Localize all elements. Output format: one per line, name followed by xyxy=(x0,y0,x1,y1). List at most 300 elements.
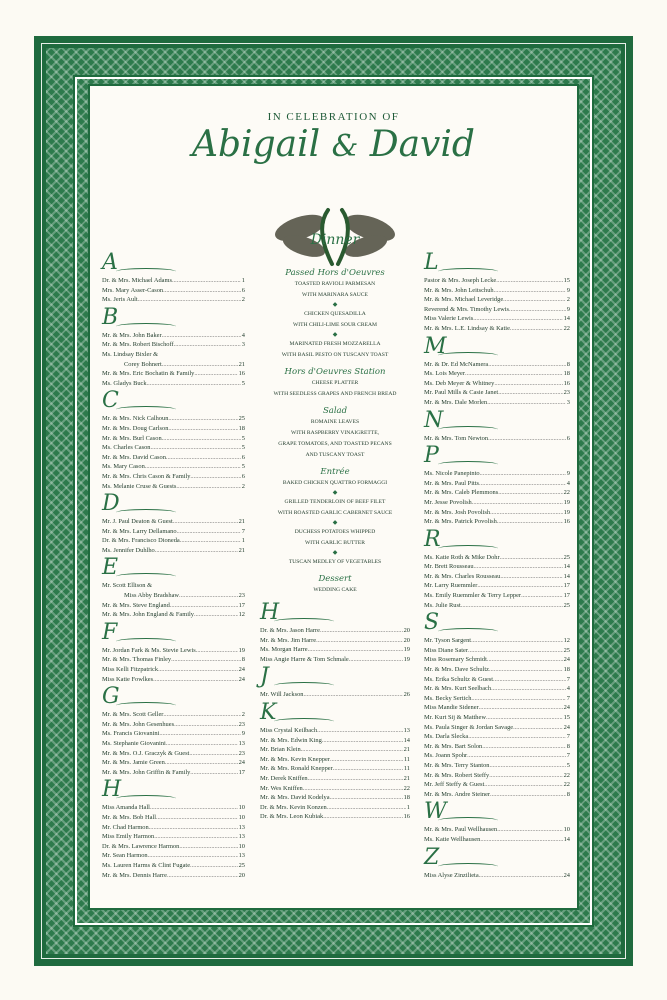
guest-name: Mr. & Mrs. Scott Geller xyxy=(102,711,164,719)
dot-leader xyxy=(168,424,237,434)
dot-leader xyxy=(521,591,563,601)
guest-name: Mr. & Mrs. John Leitschuh xyxy=(424,286,494,294)
guest-name: Mr. Brett Rousseau xyxy=(424,563,474,571)
initial-letter-glyph: B xyxy=(102,304,119,330)
diamond-divider-icon: ◆ xyxy=(332,520,338,526)
guest-entry xyxy=(424,508,570,518)
guest-name: Mr. Wes Kniffen xyxy=(260,784,303,792)
table-number: 24 xyxy=(238,759,245,767)
guest-name: Mr. & Mrs. Kurt Seelbach xyxy=(424,685,492,693)
table-number: 24 xyxy=(563,656,570,664)
dot-leader xyxy=(317,726,402,736)
table-number: 4 xyxy=(566,685,570,693)
table-number: 6 xyxy=(241,472,245,480)
dot-leader xyxy=(491,684,566,694)
guest-entry xyxy=(424,591,570,601)
dot-leader xyxy=(503,295,566,305)
guest-name: Mr. & Mrs. Steve England xyxy=(102,601,170,609)
table-number: 9 xyxy=(566,305,570,313)
guest-name: Mr. & Mrs. Paul Pitts xyxy=(424,479,480,487)
initial-letter xyxy=(260,664,410,690)
dot-leader xyxy=(513,723,563,733)
table-number: 25 xyxy=(563,646,570,654)
dot-leader xyxy=(165,758,238,768)
dot-leader xyxy=(190,768,237,778)
guest-name: Mr. & Mrs. Thomas Finley xyxy=(102,656,172,664)
menu-item-line: WITH BASIL PESTO ON TUSCANY TOAST xyxy=(281,352,389,358)
letter-swash xyxy=(116,795,176,802)
table-number: 18 xyxy=(563,370,570,378)
guest-name: Mr. Kurt Sij & Matthew xyxy=(424,714,486,721)
guest-entry xyxy=(102,379,245,389)
menu-item-line: WITH ROASTED GARLIC CABERNET SAUCE xyxy=(277,510,393,516)
letter-swash xyxy=(438,352,498,359)
initial-letter-glyph: H xyxy=(102,777,122,803)
table-number: 23 xyxy=(238,720,245,728)
guest-entry xyxy=(102,581,245,591)
guest-name: Mr. & Mrs. David Kodelya xyxy=(260,794,330,802)
table-number: 10 xyxy=(238,804,245,812)
table-number: 15 xyxy=(563,714,570,721)
letter-swash xyxy=(116,268,176,275)
letter-group xyxy=(102,491,245,555)
dot-leader xyxy=(500,572,562,582)
guest-entry xyxy=(424,286,570,296)
menu-course-heading: Entrée xyxy=(320,467,350,477)
table-number: 14 xyxy=(403,736,410,744)
guest-entry xyxy=(424,581,570,591)
letter-swash xyxy=(274,618,334,625)
guest-name: Ms. Lauren Harms & Clint Fugate xyxy=(102,861,191,869)
logo-script: Dinner xyxy=(310,232,360,248)
dot-leader xyxy=(303,784,403,794)
guest-name: Mr. J. Paul Deaton & Guest xyxy=(102,518,173,526)
dot-leader xyxy=(471,694,565,704)
table-number: 21 xyxy=(403,746,410,754)
guest-entry xyxy=(102,536,245,546)
guest-name: Miss Katie Fowlkes xyxy=(102,675,154,683)
initial-letter-glyph: M xyxy=(424,333,447,359)
guest-entry xyxy=(424,871,570,881)
guest-entry xyxy=(424,469,570,479)
guest-name: Ms. Katie Roth & Mike Dohr xyxy=(424,553,500,561)
guest-name: Mr. & Mrs. Josh Povolish xyxy=(424,508,491,516)
guest-entry xyxy=(102,340,245,350)
menu-item-line: WITH SEEDLESS GRAPES AND FRENCH BREAD xyxy=(273,391,397,397)
guest-entry xyxy=(102,472,245,482)
table-number: 24 xyxy=(563,723,570,731)
guest-name: Mr. & Mrs. Tom Newton xyxy=(424,434,489,442)
table-number: 25 xyxy=(563,601,570,609)
table-number: 24 xyxy=(563,704,570,712)
guest-name: Ms. Erika Schultz & Guest xyxy=(424,675,494,683)
dot-leader xyxy=(316,636,403,646)
guest-name: Ms. Morgan Harre xyxy=(260,646,308,654)
dot-leader xyxy=(468,646,563,656)
dragonfly-logo xyxy=(270,204,400,268)
guest-name: Miss Diane Sater xyxy=(424,646,469,654)
guest-name: Mr. & Mrs. Nick Calhoun xyxy=(102,415,169,423)
dot-leader xyxy=(179,591,238,601)
guest-name: Ms. Lindsay Bixler & xyxy=(102,350,159,358)
letter-group xyxy=(102,250,245,305)
table-number: 1 xyxy=(241,537,245,545)
table-number: 13 xyxy=(238,740,245,747)
dot-leader xyxy=(150,803,238,813)
guest-entry xyxy=(424,636,570,646)
guest-entry xyxy=(102,803,245,813)
guest-name: Mr. Chad Harmon xyxy=(102,823,149,831)
guest-entry xyxy=(424,276,570,286)
table-number: 11 xyxy=(403,765,410,773)
dot-leader xyxy=(510,324,563,334)
guest-entry xyxy=(424,761,570,771)
table-number: 18 xyxy=(403,794,410,802)
guest-entry xyxy=(260,690,410,700)
dot-leader xyxy=(349,655,403,665)
table-number: 13 xyxy=(403,726,410,734)
guest-entry xyxy=(260,726,410,736)
table-number: 14 xyxy=(563,315,570,323)
dot-leader xyxy=(497,517,563,527)
guest-name: Dr. & Mrs. Michael Adams xyxy=(102,277,172,284)
table-number: 12 xyxy=(563,637,570,645)
table-number: 15 xyxy=(563,277,570,284)
dot-leader xyxy=(190,861,238,871)
guest-name: Mr. Will Jackson xyxy=(260,691,304,699)
guest-name: Mr. & Mrs. Patrick Povolish xyxy=(424,518,497,526)
dot-leader xyxy=(190,472,240,482)
guest-entry xyxy=(424,488,570,498)
guest-entry xyxy=(102,350,245,360)
dot-leader xyxy=(303,690,402,700)
initial-letter xyxy=(260,699,410,726)
guest-entry xyxy=(102,665,245,675)
menu-item-line: DUCHESS POTATOES WHIPPED xyxy=(294,529,376,535)
guest-entry xyxy=(102,832,245,842)
dot-leader xyxy=(494,379,562,389)
guest-entry xyxy=(424,751,570,761)
dot-leader xyxy=(479,871,563,881)
guest-name: Miss Kelli Fitzpatrick xyxy=(102,666,159,674)
menu-course-heading: Passed Hors d'Oeuvres xyxy=(285,268,385,278)
dot-leader xyxy=(493,675,566,685)
guest-name: Miss Crystal Keilbach xyxy=(260,726,318,734)
guest-entry xyxy=(102,655,245,665)
guest-entry xyxy=(260,645,410,655)
guest-entry xyxy=(102,842,245,852)
initial-letter-glyph: A xyxy=(102,250,118,275)
initial-letter-glyph: C xyxy=(102,388,119,414)
dot-leader xyxy=(149,823,238,833)
guest-name: Mr. & Mrs. Dale Morlen xyxy=(424,398,488,406)
guest-entry xyxy=(102,675,245,685)
guest-entry xyxy=(260,655,410,665)
initial-letter xyxy=(102,388,245,414)
initial-letter xyxy=(102,684,245,710)
dot-leader xyxy=(173,517,238,527)
guest-entry xyxy=(102,601,245,611)
table-number: 22 xyxy=(563,489,570,497)
dot-leader xyxy=(194,369,237,379)
initial-letter-glyph: F xyxy=(102,619,118,645)
dot-leader xyxy=(145,462,241,472)
table-number: 8 xyxy=(566,360,570,368)
table-number: 17 xyxy=(238,768,245,776)
guest-entry xyxy=(424,479,570,489)
dot-leader xyxy=(477,581,562,591)
guest-name: Mr. & Mrs. Robert Steffy xyxy=(424,771,490,779)
dot-leader xyxy=(480,469,566,479)
guest-name: Mr. Brian Klein xyxy=(260,746,301,754)
menu-item-line: WEDDING CAKE xyxy=(313,587,357,593)
dot-leader xyxy=(320,626,403,636)
initial-letter-glyph: H xyxy=(260,600,280,625)
letter-group xyxy=(424,799,570,844)
guest-entry xyxy=(424,665,570,675)
table-number: 13 xyxy=(238,833,245,841)
letter-group xyxy=(424,407,570,444)
letter-swash xyxy=(274,682,334,689)
guest-entry xyxy=(102,729,245,739)
guest-name: Dr. & Mrs. Lawrence Harmon xyxy=(102,842,180,850)
dot-leader xyxy=(148,851,238,861)
guest-name: Mr. & Mrs. Robert Bischoff xyxy=(102,341,174,349)
menu-item-line: GRAPE TOMATOES, AND TOASTED PECANS xyxy=(278,441,392,447)
dot-leader xyxy=(484,780,562,790)
guest-column-left xyxy=(102,250,245,880)
guest-entry xyxy=(102,517,245,527)
guest-entry xyxy=(102,768,245,778)
guest-name: Mr. & Mrs. Bob Hall xyxy=(102,813,156,821)
guest-entry xyxy=(424,572,570,582)
table-number: 2 xyxy=(241,482,245,490)
dot-leader xyxy=(488,360,566,370)
initial-letter-glyph: K xyxy=(260,699,277,725)
letter-swash xyxy=(116,323,176,330)
guest-name: Miss Valerie Lewis xyxy=(424,315,474,323)
guest-name: Ms. Paula Singer & Jordan Savage xyxy=(424,723,514,731)
guest-name: Ms. Becky Sertich xyxy=(424,694,472,702)
dot-leader xyxy=(170,601,238,611)
dot-leader xyxy=(487,655,563,665)
guest-name: Mr. & Mrs. Paul Wellhausen xyxy=(424,826,498,834)
guest-name: Miss Abby Bradshaw xyxy=(124,592,180,600)
table-number: 10 xyxy=(238,842,245,850)
table-number: 14 xyxy=(563,572,570,580)
guest-entry xyxy=(102,331,245,341)
guest-name: Dr. & Mrs. Kevin Konzen xyxy=(260,803,327,811)
letter-group xyxy=(424,610,570,799)
letter-swash xyxy=(438,545,498,552)
table-number: 9 xyxy=(241,730,245,738)
guest-name: Corey Bohnert xyxy=(124,360,162,368)
guest-entry xyxy=(424,732,570,742)
letter-swash xyxy=(438,628,498,635)
menu-course-heading: Dessert xyxy=(318,574,352,584)
guest-entry xyxy=(424,684,570,694)
dinner-menu xyxy=(260,268,410,600)
guest-column-middle xyxy=(260,600,410,822)
dot-leader xyxy=(308,645,403,655)
guest-name: Ms. Gladys Buck xyxy=(102,379,147,387)
dot-leader xyxy=(468,732,566,742)
guest-name: Ms. Charles Cason xyxy=(102,444,151,452)
table-number: 19 xyxy=(403,655,410,663)
dot-leader xyxy=(158,665,238,675)
table-number: 17 xyxy=(238,601,245,609)
table-number: 4 xyxy=(566,479,570,487)
guest-name: Ms. Mary Cason xyxy=(102,463,145,471)
dot-leader xyxy=(494,286,566,296)
dot-leader xyxy=(301,745,403,755)
guest-entry xyxy=(424,723,570,733)
table-number: 8 xyxy=(566,790,570,798)
initial-letter xyxy=(102,304,245,331)
initial-letter xyxy=(102,491,245,517)
guest-name: Ms. Melanie Cruse & Guests xyxy=(102,482,177,490)
guest-name: Ms. Francis Giovanini xyxy=(102,730,160,738)
seating-chart-panel xyxy=(88,84,579,910)
ampersand: & xyxy=(331,129,359,164)
guest-entry xyxy=(424,601,570,611)
menu-item-line: TUSCAN MEDLEY OF VEGETABLES xyxy=(288,559,382,565)
table-number: 13 xyxy=(238,852,245,860)
guest-entry xyxy=(424,360,570,370)
guest-entry xyxy=(424,369,570,379)
guest-entry xyxy=(424,835,570,845)
table-number: 1 xyxy=(406,803,410,811)
dot-leader xyxy=(177,527,241,537)
initial-letter xyxy=(102,250,245,276)
table-number: 14 xyxy=(563,563,570,571)
guest-entry xyxy=(102,610,245,620)
guest-entry xyxy=(102,369,245,379)
dot-leader xyxy=(168,414,237,424)
initial-letter xyxy=(424,443,570,469)
guest-entry xyxy=(260,774,410,784)
guest-name: Dr. & Mrs. Leon Kubiak xyxy=(260,813,324,821)
letter-swash xyxy=(438,461,498,468)
dot-leader xyxy=(489,771,562,781)
dot-leader xyxy=(465,369,563,379)
guest-name: Reverend & Mrs. Timothy Lewis xyxy=(424,305,510,313)
dot-leader xyxy=(167,871,238,881)
menu-course-heading: Salad xyxy=(322,406,348,416)
table-number: 25 xyxy=(238,415,245,423)
guest-name: Mr. & Mrs. Edwin King xyxy=(260,736,322,744)
table-number: 7 xyxy=(566,694,570,702)
menu-item-line: MARINATED FRESH MOZZARELLA xyxy=(289,341,381,347)
table-number: 10 xyxy=(563,826,570,834)
initial-letter-glyph: Z xyxy=(424,844,440,870)
guest-name: Mr. & Mrs. Eric Bochatin & Family xyxy=(102,370,195,378)
dot-leader xyxy=(482,742,566,752)
dot-leader xyxy=(308,774,403,784)
table-number: 7 xyxy=(566,733,570,741)
menu-item-line: WITH CHILI-LIME SOUR CREAM xyxy=(292,322,378,328)
table-number: 26 xyxy=(403,691,410,699)
initial-letter-glyph: E xyxy=(102,555,119,581)
table-number: 22 xyxy=(563,771,570,779)
guest-entry xyxy=(424,553,570,563)
initial-letter-glyph: S xyxy=(424,610,440,636)
guest-entry xyxy=(102,710,245,720)
guest-name: Dr. & Mrs. Jason Harre xyxy=(260,627,320,634)
dot-leader xyxy=(176,482,240,492)
letter-group xyxy=(424,844,570,881)
guest-name: Ms. Emily Ruemmler & Terry Lepper xyxy=(424,592,522,600)
guest-name: Mr. & Mrs. Dave Schultz xyxy=(424,666,489,674)
diamond-divider-icon: ◆ xyxy=(332,332,338,338)
table-number: 16 xyxy=(238,370,245,378)
guest-name: Miss Rosemary Schmidt xyxy=(424,656,487,664)
guest-entry xyxy=(102,414,245,424)
guest-name: Mr. & Mrs. Kevin Knepper xyxy=(260,755,330,763)
menu-item-line: TOASTED RAVIOLI PARMESAN xyxy=(294,281,376,287)
table-number: 19 xyxy=(403,646,410,654)
table-number: 8 xyxy=(241,656,245,664)
dot-leader xyxy=(162,331,241,341)
table-number: 21 xyxy=(238,518,245,526)
dot-leader xyxy=(488,434,566,444)
initial-letter xyxy=(102,555,245,581)
guest-name: Mr. & Mrs. L.E. Lindsay & Katie xyxy=(424,324,510,332)
table-number: 23 xyxy=(238,749,245,757)
letter-group xyxy=(102,777,245,880)
table-number: 25 xyxy=(563,553,570,561)
initial-letter xyxy=(424,844,570,871)
table-number: 5 xyxy=(566,761,570,769)
table-number: 5 xyxy=(241,444,245,452)
guest-entry xyxy=(424,646,570,656)
guest-entry xyxy=(424,562,570,572)
initial-letter-glyph: D xyxy=(102,491,120,517)
table-number: 18 xyxy=(238,424,245,432)
guest-entry xyxy=(260,803,410,813)
dot-leader xyxy=(479,703,563,713)
table-number: 16 xyxy=(563,379,570,387)
guest-name: Mr. & Mrs. John Griffin & Family xyxy=(102,768,191,776)
guest-entry xyxy=(102,720,245,730)
table-number: 19 xyxy=(238,646,245,654)
guest-entry xyxy=(102,424,245,434)
table-number: 2 xyxy=(566,296,570,304)
letter-swash xyxy=(116,406,176,413)
dot-leader xyxy=(467,751,566,761)
guest-entry xyxy=(102,871,245,881)
table-number: 5 xyxy=(241,379,245,387)
guest-name: Pastor & Mrs. Joseph Lecke xyxy=(424,277,497,284)
table-number: 19 xyxy=(563,508,570,516)
letter-group xyxy=(102,684,245,777)
guest-name: Mr. & Mrs. Caleb Plemmons xyxy=(424,489,499,497)
letter-swash xyxy=(116,638,176,645)
guest-entry xyxy=(424,398,570,408)
table-number: 6 xyxy=(241,453,245,461)
guest-name: Mr. & Mrs. Jamie Green xyxy=(102,759,165,767)
guest-name: Mr. Jeff Steffy & Guest xyxy=(424,781,485,789)
guest-entry xyxy=(260,755,410,765)
guest-entry xyxy=(424,655,570,665)
guest-entry xyxy=(424,388,570,398)
guest-entry xyxy=(424,771,570,781)
menu-item-line: WITH MARINARA SAUCE xyxy=(302,292,368,298)
guest-entry xyxy=(102,813,245,823)
table-number: 25 xyxy=(238,861,245,869)
menu-course-heading: Hors d'Oeuvres Station xyxy=(284,367,386,377)
menu-item-line: GRILLED TENDERLOIN OF BEEF FILET xyxy=(284,499,386,505)
